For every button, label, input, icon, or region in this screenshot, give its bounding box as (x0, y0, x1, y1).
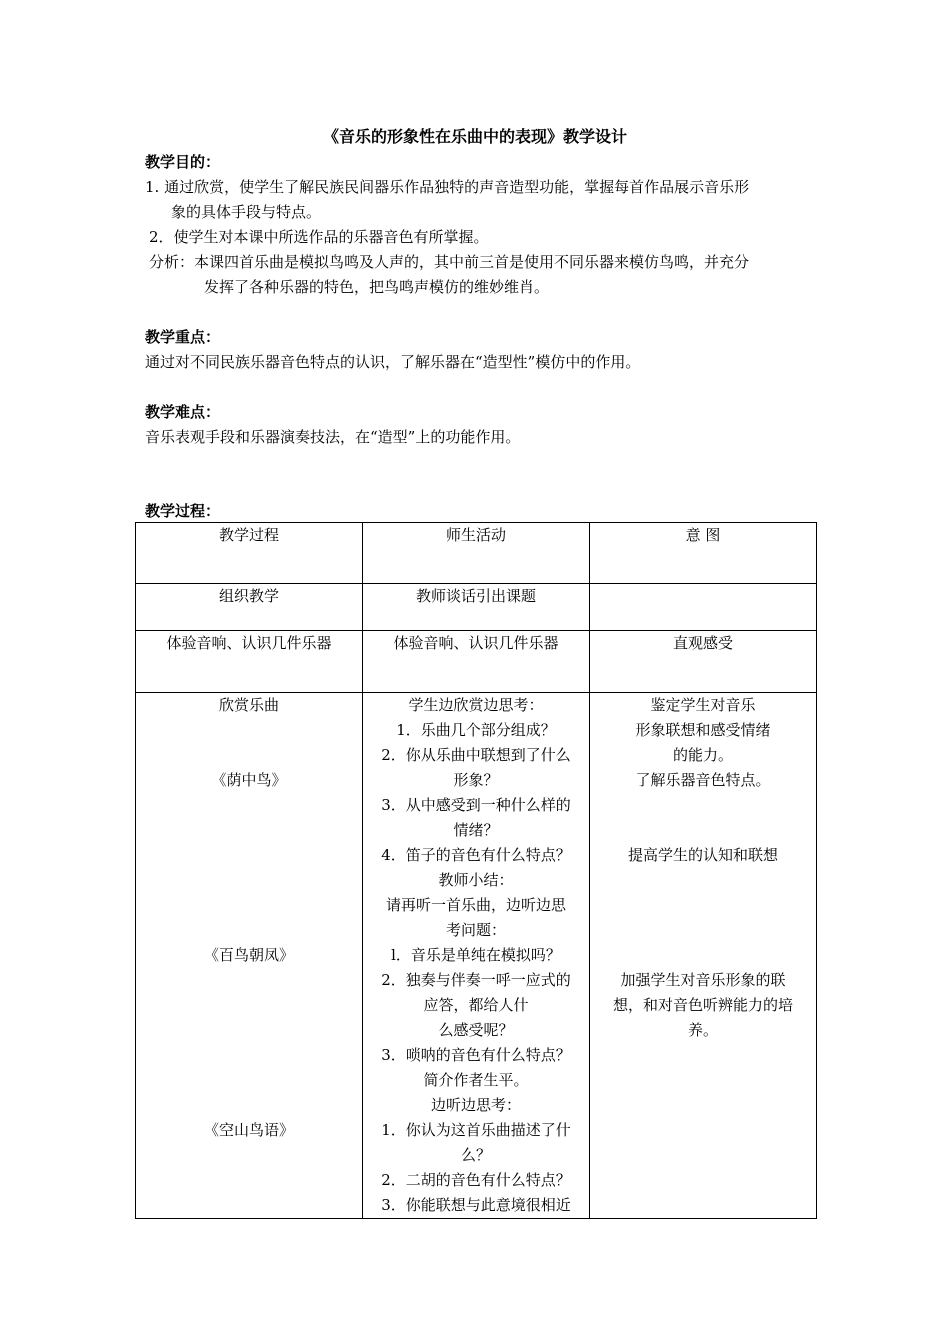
cell-line: 提高学生的认知和联想 (627, 846, 778, 864)
cell-line: 简介作者生平。 (423, 1071, 529, 1089)
cell-line (590, 793, 816, 818)
cell-line: 养。 (687, 1021, 718, 1039)
objective-item-2: 2．使学生对本课中所选作品的乐器音色有所掌握。 (149, 228, 489, 246)
key-points-text: 通过对不同民族乐器音色特点的认识，了解乐器在“造型性”模仿中的作用。 (145, 353, 641, 371)
cell-line (136, 1143, 362, 1168)
cell-line: 请再听一首乐曲，边听边思 (385, 896, 566, 914)
cell-line: 2．二胡的音色有什么特点？ (381, 1171, 571, 1189)
cell-line (590, 868, 816, 893)
cell-line: 边听边思考： (430, 1096, 521, 1114)
cell-line (590, 818, 816, 843)
cell-line: 想，和对音色听辨能力的培 (612, 996, 793, 1014)
cell-line: l．音乐是单纯在模拟吗？ (391, 946, 561, 964)
cell-line (590, 893, 816, 918)
table-header-row (136, 523, 817, 584)
cell-line: 情绪？ (453, 821, 499, 839)
cell-line (136, 818, 362, 843)
cell-line: 么？ (460, 1146, 491, 1164)
cell-line: 教师小结： (438, 871, 514, 889)
activity-cell (363, 693, 590, 1219)
intent-cell (590, 693, 817, 1219)
cell-line: 1．你认为这首乐曲描述了什 (381, 1121, 571, 1139)
difficulties-heading: 教学难点： (145, 403, 221, 421)
cell-line: 加强学生对音乐形象的联 (620, 971, 786, 989)
table-cell: 组织教学 (136, 584, 363, 631)
cell-line: 3．你能联想与此意境很相近 (381, 1196, 571, 1214)
table-cell: 教师谈话引出课题 (363, 584, 590, 631)
table-cell: 体验音响、认识几件乐器 (363, 631, 590, 693)
cell-line (136, 918, 362, 943)
cell-line (136, 1093, 362, 1118)
cell-line (136, 868, 362, 893)
cell-line: 考问题： (445, 921, 506, 939)
cell-line: 的能力。 (672, 746, 733, 764)
objectives-heading: 教学目的： (145, 153, 221, 171)
analysis-line-1: 分析：本课四首乐曲是模拟鸟鸣及人声的，其中前三首是使用不同乐器来模仿鸟鸣，并充分 (149, 253, 750, 271)
cell-line: 欣赏乐曲 (218, 696, 279, 714)
table-row (136, 584, 817, 631)
cell-line: 2．你从乐曲中联想到了什么 (381, 746, 571, 764)
process-table (135, 522, 817, 1219)
table-cell (590, 584, 817, 631)
cell-line (136, 1168, 362, 1193)
cell-line: 鉴定学生对音乐 (650, 696, 756, 714)
difficulties-text: 音乐表观手段和乐器演奏技法，在“造型”上的功能作用。 (145, 428, 521, 446)
cell-line: 3．唢呐的音色有什么特点？ (381, 1046, 571, 1064)
table-row (136, 693, 817, 1219)
objective-item-1-line-1: 1. 通过欣赏，使学生了解民族民间器乐作品独特的声音造型功能，掌握每首作品展示音乐形 (145, 178, 750, 196)
table-row (136, 631, 817, 693)
cell-line: 3．从中感受到一种什么样的 (381, 796, 571, 814)
cell-line: 2．独奏与伴奏一呼一应式的 (381, 971, 571, 989)
cell-line (136, 1018, 362, 1043)
cell-line: 形象？ (453, 771, 499, 789)
cell-line: 4．笛子的音色有什么特点？ (381, 846, 571, 864)
cell-line (136, 1043, 362, 1068)
cell-line (136, 718, 362, 743)
key-points-heading: 教学重点： (145, 328, 221, 346)
cell-line: 了解乐器音色特点。 (635, 771, 771, 789)
process-heading: 教学过程： (145, 502, 221, 520)
cell-line: 学生边欣赏边思考： (408, 696, 544, 714)
cell-line: 应答，都给人什 (423, 996, 529, 1014)
cell-line: 么感受呢？ (438, 1021, 514, 1039)
objective-item-1-line-2: 象的具体手段与特点。 (171, 203, 322, 221)
header-cell: 教学过程 (136, 523, 363, 584)
cell-line: 形象联想和感受情绪 (635, 721, 771, 739)
cell-line (590, 943, 816, 968)
cell-line (136, 893, 362, 918)
cell-line: 《空山鸟语》 (203, 1121, 294, 1139)
analysis-line-2: 发挥了各种乐器的特色，把鸟鸣声模仿的维妙维肖。 (204, 278, 550, 296)
cell-line (136, 993, 362, 1018)
cell-line (136, 743, 362, 768)
cell-line (136, 1068, 362, 1093)
cell-line (590, 918, 816, 943)
table-cell: 体验音响、认识几件乐器 (136, 631, 363, 693)
table-cell: 直观感受 (590, 631, 817, 693)
cell-line (136, 793, 362, 818)
cell-line: 《荫中鸟》 (211, 771, 287, 789)
header-cell: 师生活动 (363, 523, 590, 584)
cell-line: 《百鸟朝凤》 (203, 946, 294, 964)
cell-line: 1．乐曲几个部分组成？ (396, 721, 556, 739)
cell-line (136, 843, 362, 868)
cell-line (136, 968, 362, 993)
header-cell: 意 图 (590, 523, 817, 584)
process-stage-cell (136, 693, 363, 1219)
page-title: 《音乐的形象性在乐曲中的表现》教学设计 (322, 127, 627, 146)
